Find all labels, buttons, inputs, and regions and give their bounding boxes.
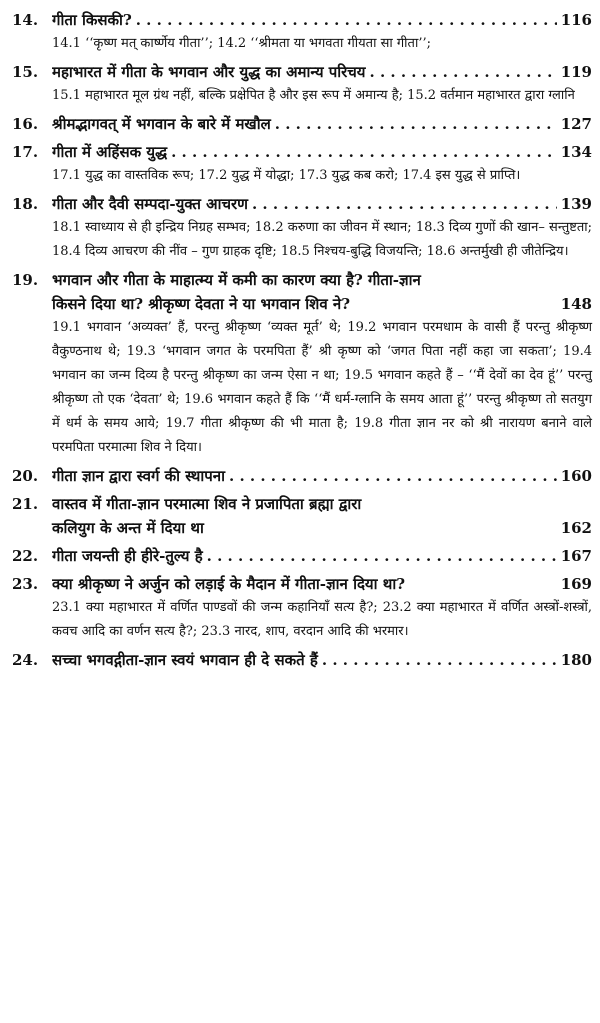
toc-entry-14 (12, 8, 592, 56)
toc-entry-16 (12, 112, 592, 136)
entry-number: 15. (12, 63, 39, 81)
page-number: 167 (560, 547, 592, 565)
entry-number: 21. (12, 495, 39, 513)
entry-number: 19. (12, 271, 39, 289)
entry-number: 22. (12, 547, 39, 565)
entry-number: 23. (12, 575, 39, 593)
entry-number: 24. (12, 651, 39, 669)
toc-entry-20 (12, 464, 592, 488)
toc-entry-18 (12, 192, 592, 264)
page-number: 180 (560, 651, 592, 669)
entry-number: 16. (12, 115, 39, 133)
entry-number: 18. (12, 195, 39, 213)
entry-title: गीता जयन्ती ही हीरे-तुल्य है (52, 547, 203, 565)
entry-title: सच्चा भगवद्गीता-ज्ञान स्वयं भगवान ही दे सकते हैं (52, 651, 318, 669)
entry-title: गीता में अहिंसक युद्ध (52, 143, 168, 161)
dot-leader (229, 464, 557, 488)
entry-subtopics: 19.1 भगवान ‘अव्यक्त’ हैं, परन्तु श्रीकृष्ण ‘व्यक्त मूर्त’ थे; 19.2 भगवान परमधाम के वासी हैं परन्तु श्रीकृष्ण वैकुण्ठनाथ थे; 19.3 ‘भगवान जगत के परमपिता हैं’ श्री कृष्ण को ‘जगत पिता नहीं कहा जा सकता’; 19.4 भगवान का जन्म दिव्य है परन्तु श्रीकृष्ण का जन्म ऐसा न था; 19.5 भगवान कहते हैं – ‘‘मैं देवों का देव हूं’’ परन्तु श्रीकृष्ण तो एक ‘देवता’ थे; 19.6 भगवान कहते हैं कि ‘‘मैं धर्म-ग्लानि के समय आता हूं’’ परन्तु श्रीकृष्ण तो सतयुग में धर्म के समय आये; 19.7 गीता श्रीकृष्ण की भी माता है; 19.8 गीता ज्ञान नर को श्री नारायण बनाने वाले परमपिता परमात्मा शिव ने दिया। (52, 320, 592, 455)
page-number: 169 (560, 575, 592, 593)
entry-title: श्रीमद्भागवत् में भगवान के बारे में मखौल (52, 115, 271, 133)
dot-leader (370, 60, 557, 84)
dot-leader (171, 140, 557, 164)
entry-title: गीता और दैवी सम्पदा-युक्त आचरण (52, 195, 248, 213)
dot-leader (322, 648, 557, 672)
page-number: 119 (560, 63, 592, 81)
entry-title: गीता किसकी? (52, 11, 132, 29)
toc-entry-15 (12, 60, 592, 108)
toc-entry-22 (12, 544, 592, 568)
page-number: 162 (560, 519, 592, 537)
toc-entry-21 (12, 492, 592, 540)
entry-title: भगवान और गीता के माहात्म्य में कमी का कारण क्या है? गीता-ज्ञान (52, 271, 421, 289)
table-of-contents (12, 8, 592, 676)
dot-leader (136, 8, 557, 32)
entry-title: महाभारत में गीता के भगवान और युद्ध का अमान्य परिचय (52, 63, 366, 81)
dot-leader (275, 112, 557, 136)
entry-title-continued: कलियुग के अन्त में दिया था (52, 519, 204, 537)
entry-title: गीता ज्ञान द्वारा स्वर्ग की स्थापना (52, 467, 225, 485)
entry-subtopics: 14.1 ‘‘कृष्ण मत् कार्ष्णेय गीता’’; 14.2 ‘‘श्रीमता या भगवता गीयता सा गीता’’; (52, 36, 431, 51)
toc-entry-23 (12, 572, 592, 644)
entry-subtopics: 17.1 युद्ध का वास्तविक रूप; 17.2 युद्ध में योद्धा; 17.3 युद्ध कब करो; 17.4 इस युद्ध से प्राप्ति। (52, 168, 521, 183)
page-number: 127 (560, 115, 592, 133)
entry-number: 14. (12, 11, 39, 29)
entry-number: 17. (12, 143, 39, 161)
entry-title-continued: किसने दिया था? श्रीकृष्ण देवता ने या भगवान शिव ने? (52, 295, 350, 313)
page-number: 148 (560, 295, 592, 313)
toc-entry-19 (12, 268, 592, 460)
page-number: 116 (560, 11, 592, 29)
dot-leader (252, 192, 557, 216)
page-number: 134 (560, 143, 592, 161)
page-number: 160 (560, 467, 592, 485)
toc-entry-24 (12, 648, 592, 672)
entry-title: वास्तव में गीता-ज्ञान परमात्मा शिव ने प्रजापिता ब्रह्मा द्वारा (52, 495, 362, 513)
entry-subtopics: 18.1 स्वाध्याय से ही इन्द्रिय निग्रह सम्भव; 18.2 करुणा का जीवन में स्थान; 18.3 दिव्य गुणों की खान– सन्तुष्टता; 18.4 दिव्य आचरण की नींव – गुण ग्राहक दृष्टि; 18.5 निश्चय-बुद्धि विजयन्ति; 18.6 अन्तर्मुखी ही जीतेन्द्रिय। (52, 220, 592, 259)
entry-subtopics: 23.1 क्या महाभारत में वर्णित पाण्डवों की जन्म कहानियाँ सत्य है?; 23.2 क्या महाभारत में वर्णित अस्त्रों-शस्त्रों, कवच आदि का वर्णन सत्य है?; 23.3 नारद, शाप, वरदान आदि की भरमार। (52, 600, 592, 639)
dot-leader (207, 544, 557, 568)
entry-subtopics: 15.1 महाभारत मूल ग्रंथ नहीं, बल्कि प्रक्षेपित है और इस रूप में अमान्य है; 15.2 वर्तमान महाभारत द्वारा ग्लानि (52, 88, 575, 103)
entry-number: 20. (12, 467, 39, 485)
entry-title: क्या श्रीकृष्ण ने अर्जुन को लड़ाई के मैदान में गीता-ज्ञान दिया था? (52, 575, 405, 593)
toc-entry-17 (12, 140, 592, 188)
page-number: 139 (560, 195, 592, 213)
